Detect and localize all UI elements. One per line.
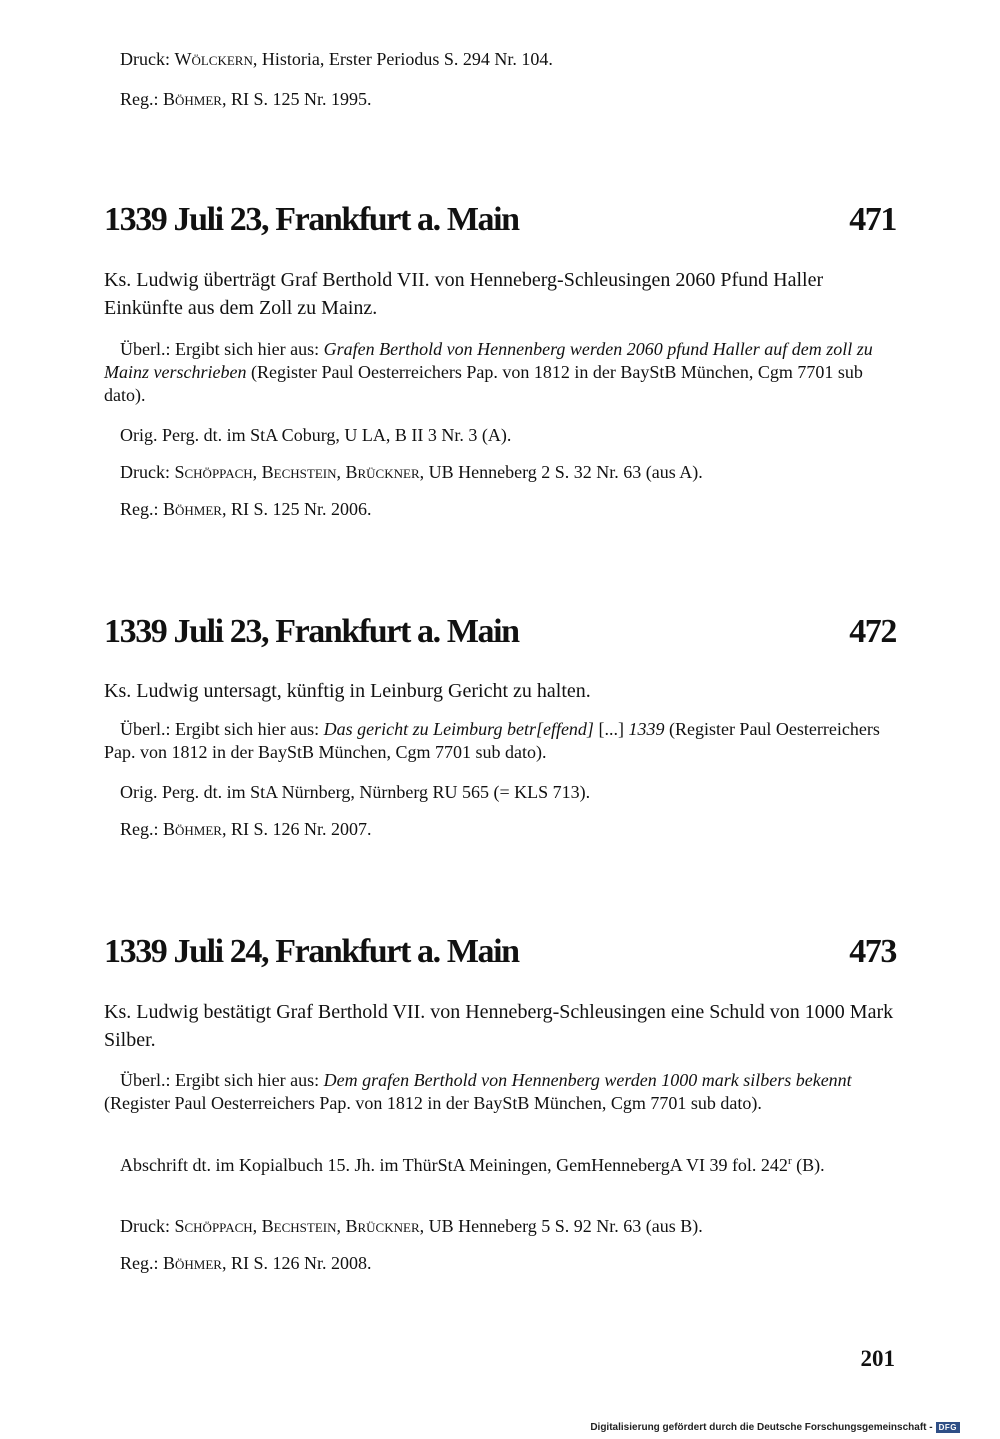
ueberl-471: Überl.: Ergibt sich hier aus: Grafen Berthold von Hennenberg werden 2060 pfund Haller auf dem zoll zu Mainz verschrieben (Register Paul Oesterreichers Pap. von 1812 in der BayStB München, Cgm 7701 sub dato). [104, 339, 873, 405]
entry-date-place: 1339 Juli 23, Frankfurt a. Main [104, 613, 519, 650]
ueberl-473: Überl.: Ergibt sich hier aus: Dem grafen Berthold von Hennenberg werden 1000 mark silbers bekennt (Register Paul Oesterreichers Pap. von 1812 in der BayStB München, Cgm 7701 sub dato). [104, 1070, 852, 1113]
footer-text: Digitalisierung gefördert durch die Deutsche Forschungsgemeinschaft - [590, 1422, 933, 1433]
orig-472: Orig. Perg. dt. im StA Nürnberg, Nürnberg RU 565 (= KLS 713). [120, 782, 591, 802]
entry-summary-473: Ks. Ludwig bestätigt Graf Berthold VII. von Henneberg-Schleusingen eine Schuld von 1000 Mark Silber. [104, 1001, 894, 1051]
page-number: 201 [860, 1346, 895, 1371]
druck-line-top: Druck: Wölckern, Historia, Erster Periodus S. 294 Nr. 104. [120, 49, 553, 69]
ueberl-472: Überl.: Ergibt sich hier aus: Das gericht zu Leimburg betr[effend] [...] 1339 (Register Paul Oesterreichers Pap. von 1812 in der BayStB München, Cgm 7701 sub dato). [104, 719, 880, 762]
druck-473: Druck: Schöppach, Bechstein, Brückner, UB Henneberg 5 S. 92 Nr. 63 (aus B). [120, 1216, 703, 1236]
entry-number: 473 [849, 933, 896, 970]
druck-471: Druck: Schöppach, Bechstein, Brückner, UB Henneberg 2 S. 32 Nr. 63 (aus A). [120, 462, 703, 482]
abschrift-473: Abschrift dt. im Kopialbuch 15. Jh. im ThürStA Meiningen, GemHennebergA VI 39 fol. 242$^r$ (B). [120, 1155, 825, 1175]
entry-heading-471 [104, 200, 896, 240]
entry-date-place: 1339 Juli 24, Frankfurt a. Main [104, 933, 519, 970]
orig-471: Orig. Perg. dt. im StA Coburg, U LA, B II 3 Nr. 3 (A). [120, 425, 512, 445]
dfg-footer [590, 1422, 960, 1433]
entry-summary-471: Ks. Ludwig überträgt Graf Berthold VII. von Henneberg-Schleusingen 2060 Pfund Haller Einkünfte aus dem Zoll zu Mainz. [104, 269, 824, 319]
entry-heading-472 [104, 612, 896, 652]
entry-number: 471 [849, 201, 896, 238]
dfg-logo-icon: DFG [936, 1422, 960, 1433]
entry-number: 472 [849, 613, 896, 650]
entry-date-place: 1339 Juli 23, Frankfurt a. Main [104, 201, 519, 238]
reg-473: Reg.: Böhmer, RI S. 126 Nr. 2008. [120, 1253, 372, 1273]
reg-472: Reg.: Böhmer, RI S. 126 Nr. 2007. [120, 819, 372, 839]
reg-line-top: Reg.: Böhmer, RI S. 125 Nr. 1995. [120, 89, 372, 109]
reg-471: Reg.: Böhmer, RI S. 125 Nr. 2006. [120, 499, 372, 519]
entry-heading-473 [104, 932, 896, 972]
entry-summary-472: Ks. Ludwig untersagt, künftig in Leinburg Gericht zu halten. [104, 680, 591, 702]
